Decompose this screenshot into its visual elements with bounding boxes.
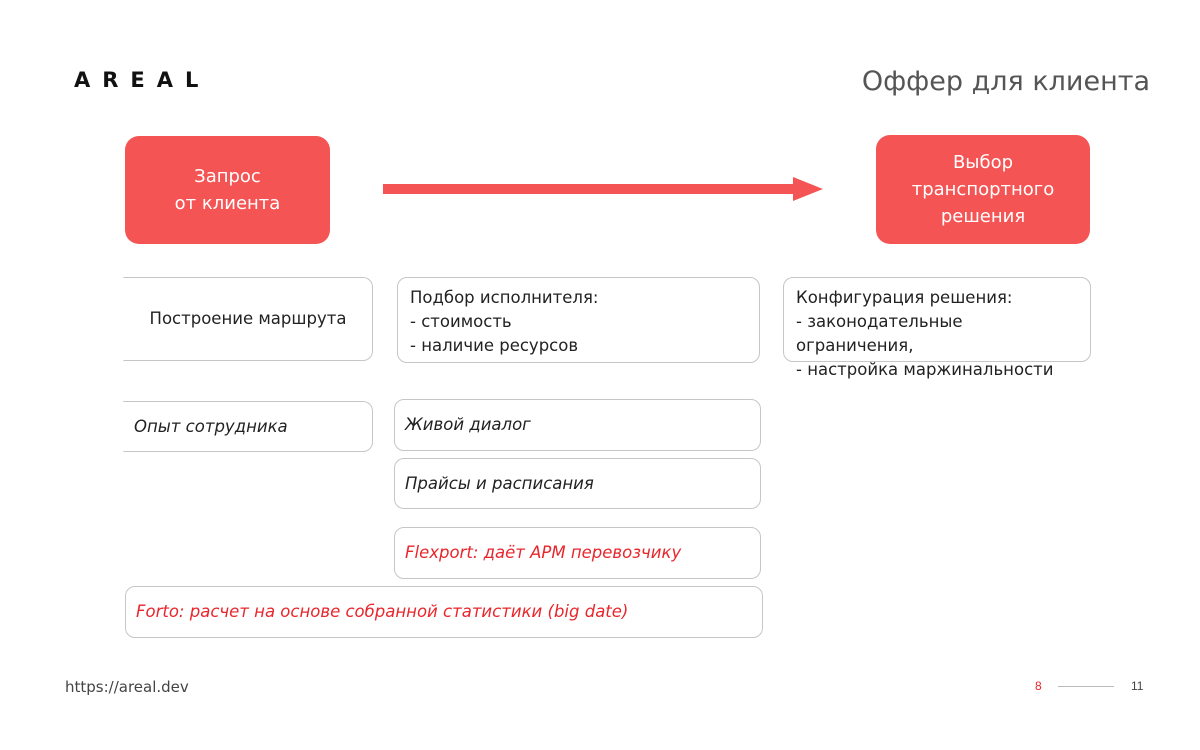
transport-solution-box: Выбор транспортного решения xyxy=(876,135,1090,244)
flexport-note xyxy=(394,527,761,579)
config-item-legal: - законодательные ограничения, xyxy=(796,312,963,355)
prices-schedules-label: Прайсы и расписания xyxy=(405,473,594,493)
footer-url[interactable]: https://areal.dev xyxy=(65,678,189,696)
flexport-label: Flexport: даёт АРМ перевозчику xyxy=(405,543,682,562)
solution-config-heading: Конфигурация решения: xyxy=(796,288,1013,307)
route-building-label: Построение маршрута xyxy=(149,309,347,328)
employee-experience-note xyxy=(123,401,373,452)
page-title: Оффер для клиента xyxy=(861,66,1150,97)
contractor-selection-heading: Подбор исполнителя: xyxy=(410,288,599,307)
forto-label: Forto: расчет на основе собранной статистики (big date) xyxy=(136,602,629,621)
flow-arrow-icon xyxy=(383,174,823,204)
live-dialog-label: Живой диалог xyxy=(405,415,531,434)
live-dialog-note xyxy=(394,399,761,451)
areal-logo: AREAL xyxy=(74,68,211,92)
page-divider xyxy=(1058,686,1114,687)
contractor-selection-card xyxy=(397,277,760,363)
solution-config-card xyxy=(783,277,1091,379)
forto-note xyxy=(125,586,763,638)
route-building-card xyxy=(123,277,373,361)
page-number-total: 11 xyxy=(1131,679,1144,693)
prices-schedules-note xyxy=(394,458,761,509)
selection-item-cost: - стоимость xyxy=(410,312,512,331)
selection-item-resources: - наличие ресурсов xyxy=(410,336,579,355)
employee-experience-label: Опыт сотрудника xyxy=(134,416,288,436)
config-item-margin: - настройка маржинальности xyxy=(796,360,1054,379)
client-request-box: Запрос от клиента xyxy=(125,136,330,244)
page-number-current: 8 xyxy=(1035,679,1042,693)
